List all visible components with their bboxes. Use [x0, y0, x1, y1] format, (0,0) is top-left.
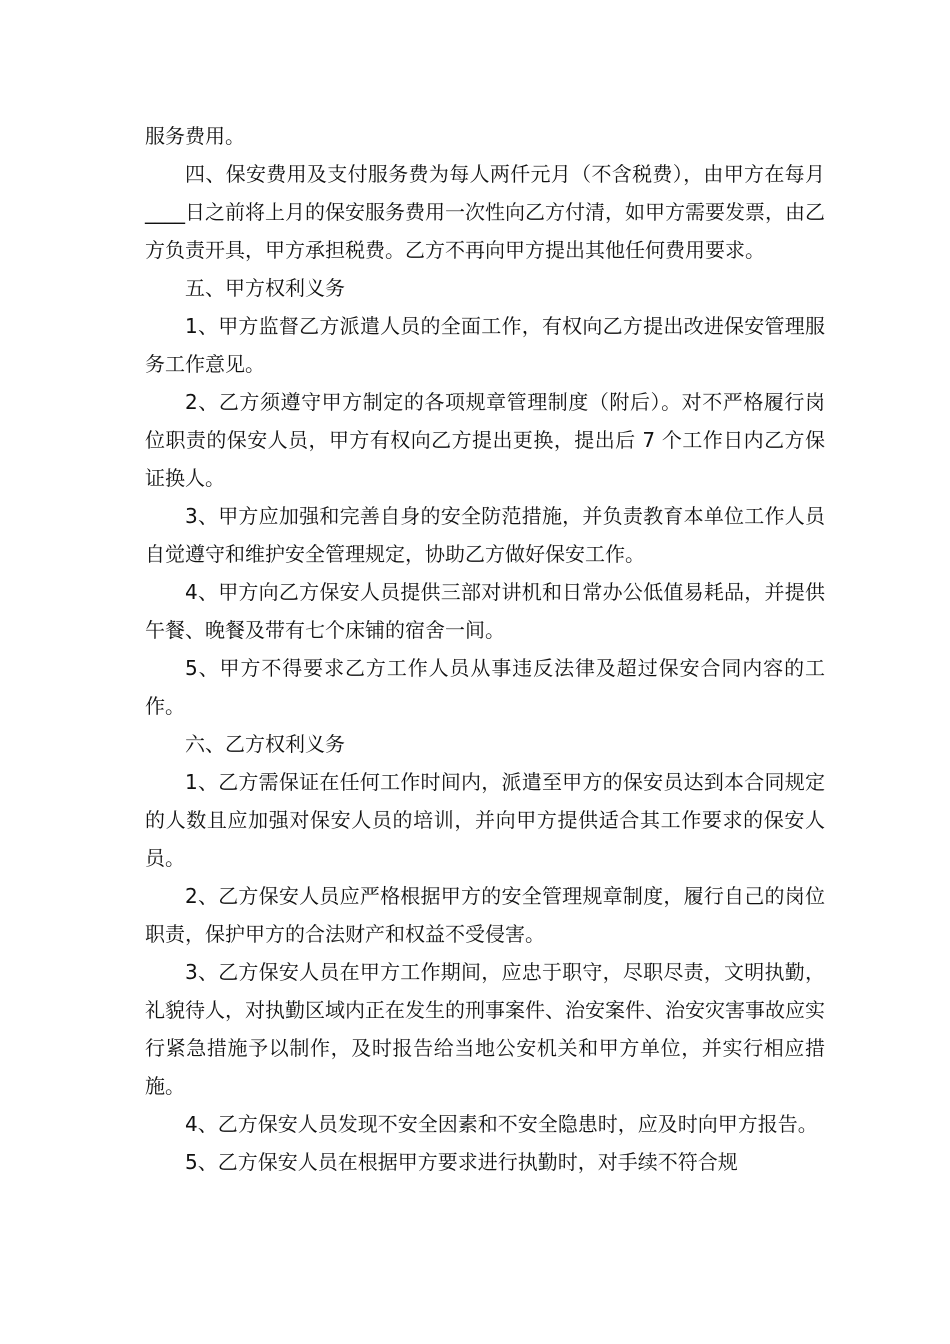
paragraph-6: 3、甲方应加强和完善自身的安全防范措施，并负责教育本单位工作人员自觉遵守和维护安全管理规定，协助乙方做好保安工作。	[145, 504, 825, 566]
paragraph-10: 1、乙方需保证在任何工作时间内，派遣至甲方的保安员达到本合同规定的人数且应加强对保安人员的培训，并向甲方提供适合其工作要求的保安人员。	[145, 770, 825, 870]
paragraph-11: 2、乙方保安人员应严格根据甲方的安全管理规章制度，履行自己的岗位职责，保护甲方的合法财产和权益不受侵害。	[145, 884, 825, 946]
paragraph-9: 六、乙方权利义务	[185, 732, 345, 756]
paragraph-7: 4、甲方向乙方保安人员提供三部对讲机和日常办公低值易耗品，并提供午餐、晚餐及带有七个床铺的宿舍一间。	[145, 580, 825, 642]
paragraph-4: 1、甲方监督乙方派遣人员的全面工作，有权向乙方提出改进保安管理服务工作意见。	[145, 314, 825, 376]
paragraph-13: 4、乙方保安人员发现不安全因素和不安全隐患时，应及时向甲方报告。	[185, 1112, 818, 1136]
paragraph-14: 5、乙方保安人员在根据甲方要求进行执勤时，对手续不符合规	[185, 1150, 738, 1174]
paragraph-1: 服务费用。	[145, 124, 245, 148]
paragraph-2: 四、保安费用及支付服务费为每人两仟元月（不含税费），由甲方在每月____日之前将上月的保安服务费用一次性向乙方付清，如甲方需要发票，由乙方负责开具，甲方承担税费。乙方不再向甲方提出其他任何费用要求。	[145, 162, 825, 262]
paragraph-3: 五、甲方权利义务	[185, 276, 345, 300]
paragraph-5: 2、乙方须遵守甲方制定的各项规章管理制度（附后）。对不严格履行岗位职责的保安人员，甲方有权向乙方提出更换，提出后 7 个工作日内乙方保证换人。	[145, 390, 825, 490]
document-page	[145, 117, 825, 1181]
paragraph-8: 5、甲方不得要求乙方工作人员从事违反法律及超过保安合同内容的工作。	[145, 656, 825, 718]
paragraph-12: 3、乙方保安人员在甲方工作期间，应忠于职守，尽职尽责，文明执勤，礼貌待人，对执勤区域内正在发生的刑事案件、治安案件、治安灾害事故应实行紧急措施予以制作，及时报告给当地公安机关和甲方单位，并实行相应措施。	[145, 960, 825, 1098]
